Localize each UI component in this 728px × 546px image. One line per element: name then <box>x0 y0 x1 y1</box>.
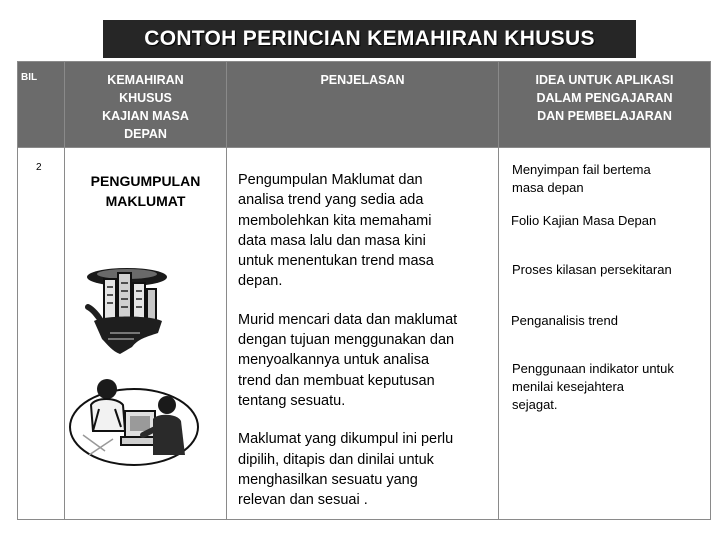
spacer <box>238 411 457 429</box>
grid-line <box>226 61 227 520</box>
idea-line: menilai kesejahtera <box>512 379 625 394</box>
idea-line: Penganalisis trend <box>511 313 618 328</box>
skill-name-line: PENGUMPULAN <box>90 173 201 189</box>
explanation-line: Pengumpulan Maklumat dan <box>238 172 423 188</box>
explanation-line: dengan tujuan menggunakan dan <box>238 332 455 349</box>
page-title: CONTOH PERINCIAN KEMAHIRAN KHUSUS <box>144 27 595 50</box>
skill-name <box>65 171 226 211</box>
skills-table <box>17 61 711 520</box>
idea-line: Proses kilasan persekitaran <box>512 262 672 277</box>
explanation-line: menghasilkan sesuatu yang <box>238 471 418 488</box>
header-kemahiran-line: KAJIAN MASA <box>102 109 189 123</box>
explanation-line: data masa lalu dan masa kini <box>238 232 426 249</box>
grid-line <box>710 61 711 520</box>
header-kemahiran <box>65 71 226 143</box>
explanation-line: Murid mencari data dan maklumat <box>238 311 458 328</box>
idea-line: Penggunaan indikator untuk <box>512 361 674 376</box>
header-kemahiran-line: KHUSUS <box>119 91 172 105</box>
header-bil: BIL <box>21 72 38 83</box>
idea-item <box>511 312 618 330</box>
explanation-line: dipilih, ditapis dan dinilai untuk <box>238 451 434 468</box>
idea-item <box>511 212 656 230</box>
row-number: 2 <box>36 162 42 173</box>
header-idea-line: DALAM PENGAJARAN <box>536 91 673 105</box>
idea-line: sejagat. <box>512 397 558 412</box>
grid-line <box>17 519 711 520</box>
people-at-computer-image <box>69 375 199 467</box>
hand-holding-city-image <box>80 259 175 356</box>
header-kemahiran-line: KEMAHIRAN <box>107 73 184 87</box>
explanation-line: membolehkan kita memahami <box>238 212 432 229</box>
explanation-line: tentang sesuatu. <box>238 392 346 409</box>
grid-line <box>498 61 499 520</box>
explanation-line: analisa trend yang sedia ada <box>238 192 424 209</box>
grid-line <box>17 147 711 148</box>
explanation-line: menyoalkannya untuk analisa <box>238 352 430 369</box>
skill-name-line: MAKLUMAT <box>105 193 186 209</box>
header-penjelasan: PENJELASAN <box>320 73 405 87</box>
explanation <box>238 170 457 510</box>
idea-item <box>512 261 672 279</box>
explanation-line: relevan dan sesuai . <box>238 492 368 509</box>
header-idea-line: IDEA UNTUK APLIKASI <box>535 73 674 87</box>
explanation-line: untuk menentukan trend masa <box>238 253 434 270</box>
spacer <box>238 292 457 310</box>
idea-line: Folio Kajian Masa Depan <box>511 213 657 228</box>
idea-item <box>512 360 674 414</box>
title-banner <box>103 20 636 58</box>
idea-line: masa depan <box>512 180 584 195</box>
explanation-line: trend dan membuat keputusan <box>238 372 435 389</box>
explanation-line: depan. <box>238 273 283 290</box>
header-idea <box>499 71 710 125</box>
idea-item <box>512 161 651 197</box>
grid-line <box>17 61 711 62</box>
explanation-line: Maklumat yang dikumpul ini perlu <box>238 431 454 448</box>
header-idea-line: DAN PEMBELAJARAN <box>537 109 672 123</box>
header-kemahiran-line: DEPAN <box>124 127 167 141</box>
idea-line: Menyimpan fail bertema <box>512 162 651 177</box>
grid-line <box>17 61 18 520</box>
